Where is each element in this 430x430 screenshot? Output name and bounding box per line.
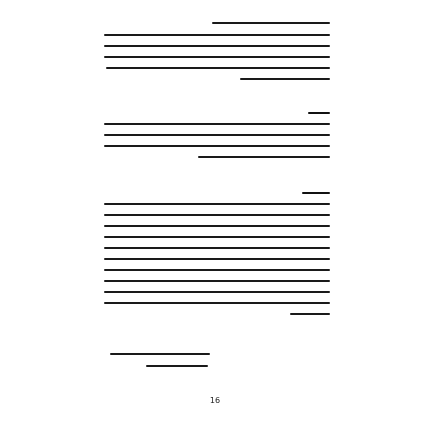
text-line <box>290 313 330 315</box>
text-line <box>104 56 330 58</box>
closing-line <box>146 365 208 367</box>
text-line <box>104 269 330 271</box>
paragraph-3 <box>100 190 330 340</box>
text-line <box>104 34 330 36</box>
text-line <box>240 78 330 80</box>
text-line <box>104 134 330 136</box>
paragraph-1 <box>100 20 330 90</box>
text-line <box>104 236 330 238</box>
text-line <box>104 45 330 47</box>
text-line <box>104 203 330 205</box>
text-line <box>104 302 330 304</box>
closing-block <box>100 350 330 380</box>
text-line <box>106 67 330 69</box>
text-line <box>212 22 330 24</box>
text-line <box>104 214 330 216</box>
text-line <box>104 225 330 227</box>
text-line <box>104 280 330 282</box>
paragraph-heading <box>302 192 330 194</box>
closing-line <box>110 353 210 355</box>
text-line <box>104 291 330 293</box>
page-number: 16 <box>209 396 221 405</box>
text-line <box>104 258 330 260</box>
text-line <box>104 247 330 249</box>
paragraph-2 <box>100 110 330 170</box>
text-line <box>104 145 330 147</box>
text-line <box>198 156 330 158</box>
text-line <box>104 123 330 125</box>
paragraph-heading <box>308 112 330 114</box>
